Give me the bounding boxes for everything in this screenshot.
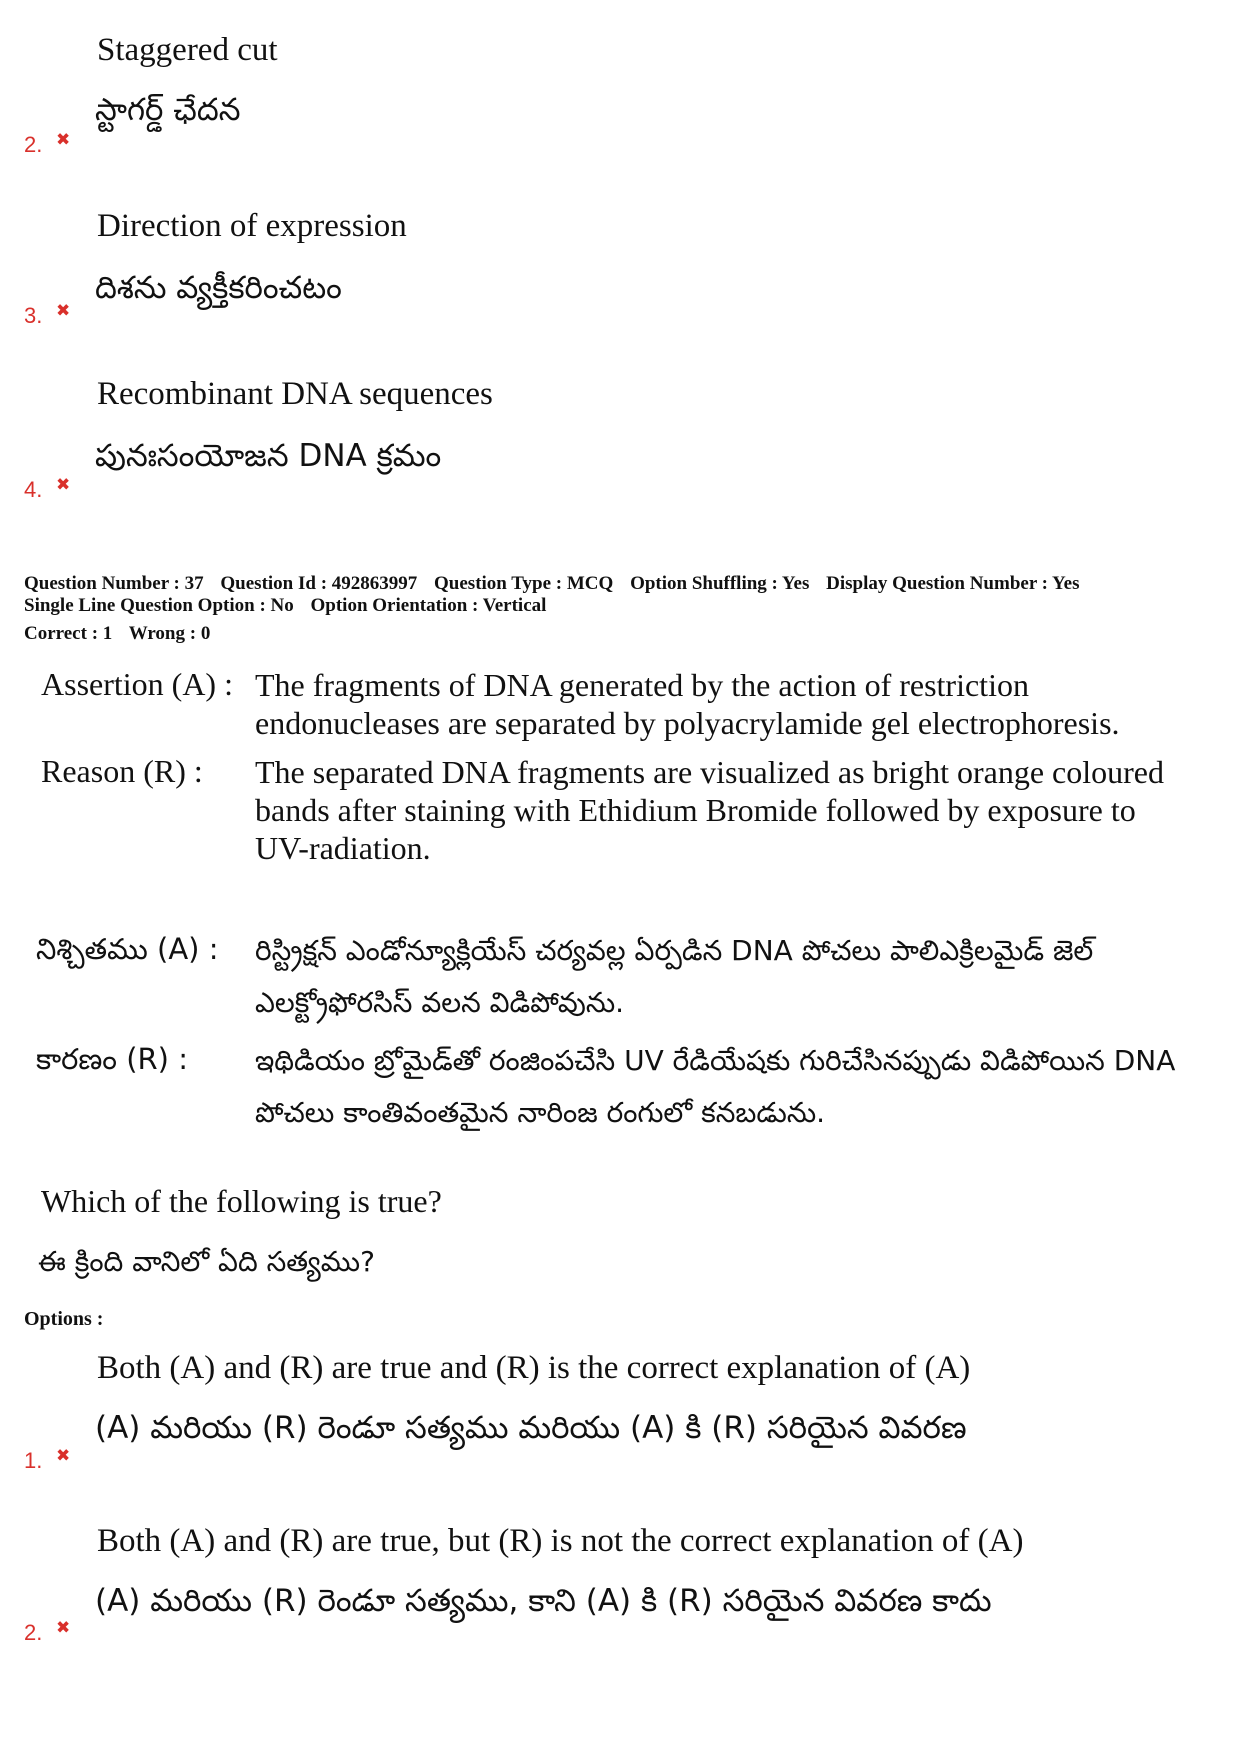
wrong-mark-icon: ✖ [56,130,71,150]
display-question-number: Display Question Number : Yes [826,573,1080,594]
option-shuffling: Option Shuffling : Yes [630,573,810,594]
reason-label-te: కారణం (R) : [36,1042,188,1076]
question-text-te: ఈ క్రింది వానిలో ఏది సత్యము? [38,1245,375,1278]
option-number: 2. [24,1620,43,1645]
option-text-te: (A) మరియు (R) రెండూ సత్యము మరియు (A) కి (R) సరియైన వివరణ [95,1410,967,1446]
option-orientation: Option Orientation : Vertical [310,595,547,616]
options-label: Options : [24,1308,104,1330]
question-meta-line1 [24,573,1091,595]
wrong-mark-icon: ✖ [56,475,71,495]
question-id: Question Id : 492863997 [220,573,418,594]
option-text-te: స్టాగర్డ్ ఛేదన [95,92,241,128]
wrong-mark-icon: ✖ [56,1446,71,1466]
option-text-en: Both (A) and (R) are true, but (R) is not the correct explanation of (A) [97,1523,1024,1559]
assertion-text: The fragments of DNA generated by the action of restriction endonucleases are separated by polyacrylamide gel electrophoresis. [255,667,1120,741]
single-line-option: Single Line Question Option : No [24,595,294,616]
assertion-text-te: రిస్ట్రిక్షన్ ఎండోన్యూక్లియేస్ చర్యవల్ల ఏర్పడిన DNA పోచలు పాలిఎక్రిలమైడ్ జెల్ ఎలక్ట్రోఫోరసిస్ వలన విడిపోవును. [255,934,1094,1019]
question-meta-line2 [24,595,558,617]
question-text-en: Which of the following is true? [41,1183,442,1219]
option-number: 2. [24,132,43,157]
option-text-te: (A) మరియు (R) రెండూ సత్యము, కాని (A) కి (R) సరియైన వివరణ కాదు [95,1583,992,1619]
option-number: 4. [24,477,43,502]
question-number: Question Number : 37 [24,573,204,594]
wrong-marks: Wrong : 0 [128,623,211,644]
option-number: 1. [24,1448,43,1473]
reason-text: The separated DNA fragments are visualized as bright orange coloured bands after staining with Ethidium Bromide followed by exposure to UV-radiation. [255,754,1164,866]
assertion-label: Assertion (A) : [41,666,233,702]
option-text-te: పునఃసంయోజన DNA క్రమం [95,438,442,474]
wrong-mark-icon: ✖ [56,301,71,321]
option-text-en: Both (A) and (R) are true and (R) is the correct explanation of (A) [97,1350,971,1386]
wrong-mark-icon: ✖ [56,1618,71,1638]
option-text-en: Staggered cut [97,32,278,68]
reason-label: Reason (R) : [41,753,203,789]
option-text-en: Recombinant DNA sequences [97,376,493,412]
correct-marks: Correct : 1 [24,623,113,644]
option-number: 3. [24,303,43,328]
assertion-label-te: నిశ్చితము (A) : [36,932,219,966]
reason-text-te: ఇథిడియం బ్రోమైడ్‌తో రంజింపచేసి UV రేడియేషకు గురిచేసినప్పుడు విడిపోయిన DNA పోచలు కాంతివంతమైన నారింజ రంగులో కనబడును. [255,1044,1176,1129]
option-text-te: దిశను వ్యక్తీకరించటం [95,270,342,306]
question-meta-line3 [24,623,222,645]
question-type: Question Type : MCQ [434,573,614,594]
option-text-en: Direction of expression [97,208,407,244]
